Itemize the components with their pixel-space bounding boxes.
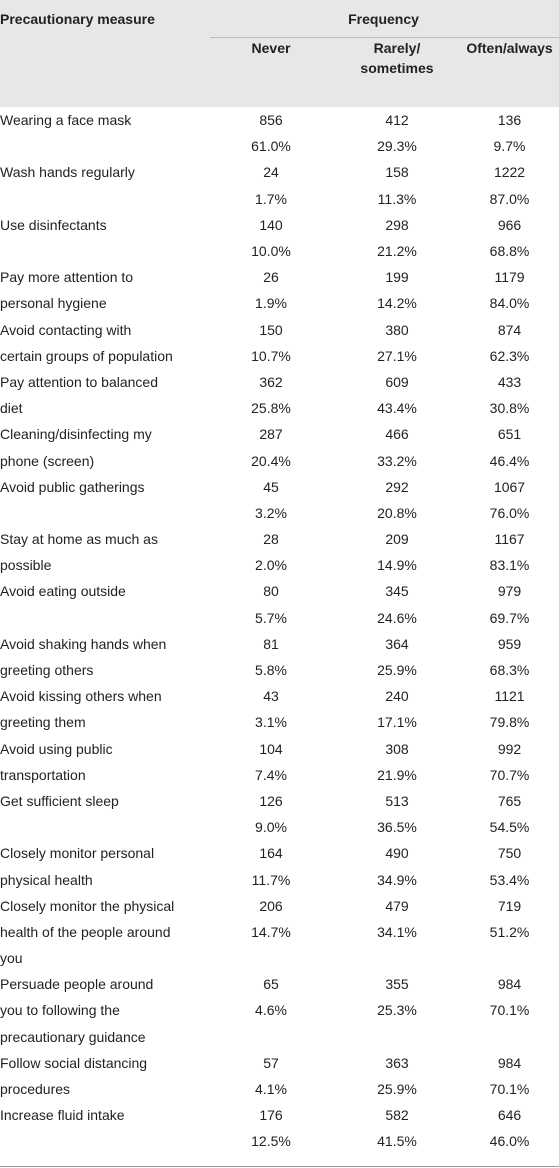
percent-cell: 5.7% [255, 609, 287, 626]
header-often: Often/always [460, 38, 559, 107]
table-row [0, 709, 559, 735]
table-row [0, 1128, 559, 1154]
table-row [0, 866, 559, 892]
table-row [0, 1024, 559, 1050]
measure-label: Pay attention to balanced [0, 373, 159, 390]
count-cell: 136 [497, 112, 522, 129]
measure-label: Avoid public gatherings [0, 478, 145, 495]
measure-label [0, 500, 208, 526]
percent-cell: 7.4% [255, 766, 287, 783]
measure-label: Use disinfectants [0, 216, 107, 233]
count-cell: 287 [259, 426, 283, 443]
count-cell: 80 [263, 583, 279, 600]
header-blank [0, 38, 208, 107]
count-cell: 1067 [493, 478, 526, 495]
count-cell: 856 [259, 112, 283, 129]
measure-label: Closely monitor the physical [0, 897, 175, 914]
table-row [0, 133, 559, 159]
count-cell: 959 [497, 635, 522, 652]
percent-cell: 70.1% [489, 1002, 530, 1019]
count-cell: 651 [497, 426, 522, 443]
percent-cell: 70.7% [489, 766, 530, 783]
percent-cell: 10.7% [251, 347, 291, 364]
count-cell: 609 [385, 373, 409, 390]
empty-cell [334, 945, 460, 971]
percent-cell: 34.9% [377, 871, 417, 888]
table-row [0, 159, 559, 185]
count-cell: 412 [385, 112, 409, 129]
percent-cell: 79.8% [489, 714, 530, 731]
count-cell: 158 [385, 164, 409, 181]
header-row-1 [0, 0, 559, 38]
count-cell: 292 [385, 478, 409, 495]
table-row [0, 736, 559, 762]
table-row [0, 238, 559, 264]
percent-cell: 11.7% [251, 871, 291, 888]
header-rarely [334, 38, 460, 107]
count-cell: 362 [259, 373, 283, 390]
table-row [0, 1102, 559, 1128]
percent-cell: 14.9% [377, 557, 417, 574]
measure-label: Persuade people around [0, 976, 154, 993]
count-cell: 28 [263, 531, 279, 548]
count-cell: 363 [385, 1054, 409, 1071]
table-row [0, 762, 559, 788]
count-cell: 513 [385, 792, 409, 809]
percent-cell: 36.5% [377, 819, 417, 836]
table-row [0, 971, 559, 997]
count-cell: 750 [497, 845, 522, 862]
measure-label: greeting others [0, 662, 94, 679]
count-cell: 979 [497, 583, 522, 600]
count-cell: 81 [263, 635, 279, 652]
count-cell: 765 [497, 792, 522, 809]
count-cell: 646 [497, 1107, 522, 1124]
measure-label: Cleaning/disinfecting my [0, 426, 152, 443]
percent-cell: 61.0% [251, 138, 291, 155]
percent-cell: 3.1% [255, 714, 287, 731]
count-cell: 1167 [494, 531, 525, 548]
percent-cell: 24.6% [377, 609, 417, 626]
table-row [0, 840, 559, 866]
percent-cell: 12.5% [251, 1133, 291, 1150]
table-row [0, 893, 559, 919]
percent-cell: 21.2% [377, 243, 417, 260]
count-cell: 984 [497, 976, 522, 993]
measure-label [0, 1128, 208, 1154]
table-row [0, 474, 559, 500]
measure-label: Avoid eating outside [0, 583, 126, 600]
count-cell: 24 [263, 164, 279, 181]
measure-label: Avoid contacting with [0, 321, 132, 338]
table-row [0, 631, 559, 657]
measure-label: certain groups of population [0, 347, 173, 364]
measure-label [0, 814, 208, 840]
measure-label: health of the people around [0, 923, 171, 940]
count-cell: 984 [497, 1054, 522, 1071]
percent-cell: 68.3% [489, 662, 530, 679]
header-never: Never [208, 38, 334, 107]
percent-cell: 14.7% [251, 923, 291, 940]
table-row [0, 395, 559, 421]
percent-cell: 1.9% [255, 295, 287, 312]
percent-cell: 17.1% [377, 714, 417, 731]
measure-label: Avoid shaking hands when [0, 635, 167, 652]
percent-cell: 11.3% [377, 190, 417, 207]
percent-cell: 21.9% [377, 766, 417, 783]
count-cell: 140 [259, 216, 283, 233]
measure-label: you [0, 950, 23, 967]
measure-label: Avoid kissing others when [0, 688, 162, 705]
table-row [0, 683, 559, 709]
count-cell: 874 [497, 321, 522, 338]
table-row [0, 997, 559, 1023]
measure-label: diet [0, 400, 23, 417]
count-cell: 164 [259, 845, 283, 862]
measure-label: you to following the [0, 1002, 120, 1019]
measure-label: Closely monitor personal [0, 845, 155, 862]
count-cell: 966 [497, 216, 522, 233]
table-row [0, 369, 559, 395]
table-row [0, 317, 559, 343]
count-cell: 490 [385, 845, 409, 862]
percent-cell: 25.9% [377, 1081, 417, 1098]
percent-cell: 2.0% [255, 557, 287, 574]
table-body [0, 107, 559, 1155]
table-row [0, 945, 559, 971]
measure-label: physical health [0, 871, 93, 888]
percent-cell: 25.8% [251, 400, 291, 417]
percent-cell: 46.4% [489, 452, 530, 469]
table-row [0, 1050, 559, 1076]
percent-cell: 51.2% [489, 923, 530, 940]
count-cell: 126 [259, 792, 283, 809]
measure-label: Stay at home as much as [0, 531, 158, 548]
count-cell: 199 [385, 269, 409, 286]
count-cell: 57 [263, 1054, 279, 1071]
percent-cell: 20.8% [377, 504, 417, 521]
table-row [0, 107, 559, 133]
count-cell: 719 [497, 897, 522, 914]
percent-cell: 10.0% [251, 243, 291, 260]
table-row [0, 343, 559, 369]
percent-cell: 69.7% [489, 609, 530, 626]
percent-cell: 20.4% [251, 452, 291, 469]
percent-cell: 4.1% [255, 1081, 287, 1098]
count-cell: 992 [497, 740, 522, 757]
table-row [0, 447, 559, 473]
percent-cell: 30.8% [489, 400, 530, 417]
percent-cell: 4.6% [255, 1002, 287, 1019]
count-cell: 26 [263, 269, 279, 286]
header-rarely-line1: Rarely/ [373, 40, 421, 56]
percent-cell: 76.0% [489, 504, 530, 521]
percent-cell: 68.8% [489, 243, 530, 260]
percent-cell: 70.1% [489, 1081, 530, 1098]
percent-cell: 34.1% [377, 923, 417, 940]
percent-cell: 25.9% [377, 662, 417, 679]
percent-cell: 43.4% [377, 400, 417, 417]
count-cell: 479 [385, 897, 409, 914]
count-cell: 345 [385, 583, 409, 600]
table-row [0, 814, 559, 840]
percent-cell: 9.7% [493, 138, 526, 155]
measure-label: precautionary guidance [0, 1028, 146, 1045]
count-cell: 43 [263, 688, 279, 705]
percent-cell: 29.3% [377, 138, 417, 155]
percent-cell: 41.5% [377, 1133, 417, 1150]
count-cell: 1222 [493, 164, 526, 181]
header-row-2 [0, 38, 559, 107]
percent-cell: 9.0% [255, 819, 287, 836]
header-measure: Precautionary measure [0, 0, 208, 38]
measure-label [0, 605, 208, 631]
header-frequency: Frequency [208, 0, 559, 38]
measure-label [0, 238, 208, 264]
table-row [0, 526, 559, 552]
count-cell: 206 [259, 897, 283, 914]
table-row [0, 788, 559, 814]
count-cell: 364 [385, 635, 409, 652]
percent-cell: 33.2% [377, 452, 417, 469]
measure-label: transportation [0, 766, 86, 783]
empty-cell [334, 1024, 460, 1050]
percent-cell: 14.2% [377, 295, 417, 312]
count-cell: 1121 [494, 688, 525, 705]
count-cell: 466 [385, 426, 409, 443]
measure-label: Increase fluid intake [0, 1107, 125, 1124]
empty-cell [208, 1024, 334, 1050]
percent-cell: 53.4% [489, 871, 530, 888]
measure-label: possible [0, 557, 52, 574]
table-row [0, 500, 559, 526]
empty-cell [208, 945, 334, 971]
count-cell: 380 [385, 321, 409, 338]
table-row [0, 578, 559, 604]
percent-cell: 84.0% [489, 295, 530, 312]
measure-label: personal hygiene [0, 295, 107, 312]
percent-cell: 1.7% [255, 190, 287, 207]
percent-cell: 46.0% [489, 1133, 530, 1150]
percent-cell: 25.3% [377, 1002, 417, 1019]
measure-label: phone (screen) [0, 452, 95, 469]
count-cell: 1179 [494, 269, 525, 286]
table-row [0, 290, 559, 316]
table-row [0, 605, 559, 631]
percent-cell: 3.2% [255, 504, 287, 521]
percent-cell: 83.1% [489, 557, 530, 574]
count-cell: 176 [259, 1107, 283, 1124]
measure-label: greeting them [0, 714, 86, 731]
header-rarely-line2: sometimes [360, 60, 434, 76]
bottom-rule [0, 1166, 559, 1167]
empty-cell [460, 1024, 559, 1050]
count-cell: 298 [385, 216, 409, 233]
table-row [0, 212, 559, 238]
percent-cell: 27.1% [377, 347, 417, 364]
count-cell: 240 [385, 688, 409, 705]
count-cell: 45 [263, 478, 279, 495]
table-row [0, 421, 559, 447]
count-cell: 104 [259, 740, 283, 757]
measure-label [0, 133, 208, 159]
percent-cell: 87.0% [489, 190, 530, 207]
count-cell: 308 [385, 740, 409, 757]
count-cell: 209 [385, 531, 409, 548]
count-cell: 582 [385, 1107, 409, 1124]
measure-label: procedures [0, 1081, 71, 1098]
count-cell: 355 [385, 976, 409, 993]
count-cell: 150 [259, 321, 283, 338]
measure-label: Wearing a face mask [0, 112, 132, 129]
measure-label: Follow social distancing [0, 1054, 148, 1071]
table-row [0, 552, 559, 578]
count-cell: 433 [497, 373, 522, 390]
measure-label: Get sufficient sleep [0, 792, 119, 809]
table-row [0, 264, 559, 290]
table-row [0, 186, 559, 212]
count-cell: 65 [263, 976, 279, 993]
table-row [0, 657, 559, 683]
empty-cell [460, 945, 559, 971]
table-row [0, 1076, 559, 1102]
measure-label: Avoid using public [0, 740, 113, 757]
table-row [0, 919, 559, 945]
measure-label [0, 186, 208, 212]
measure-label: Pay more attention to [0, 269, 134, 286]
percent-cell: 54.5% [489, 819, 530, 836]
measure-label: Wash hands regularly [0, 164, 135, 181]
percent-cell: 62.3% [489, 347, 530, 364]
percent-cell: 5.8% [255, 662, 287, 679]
